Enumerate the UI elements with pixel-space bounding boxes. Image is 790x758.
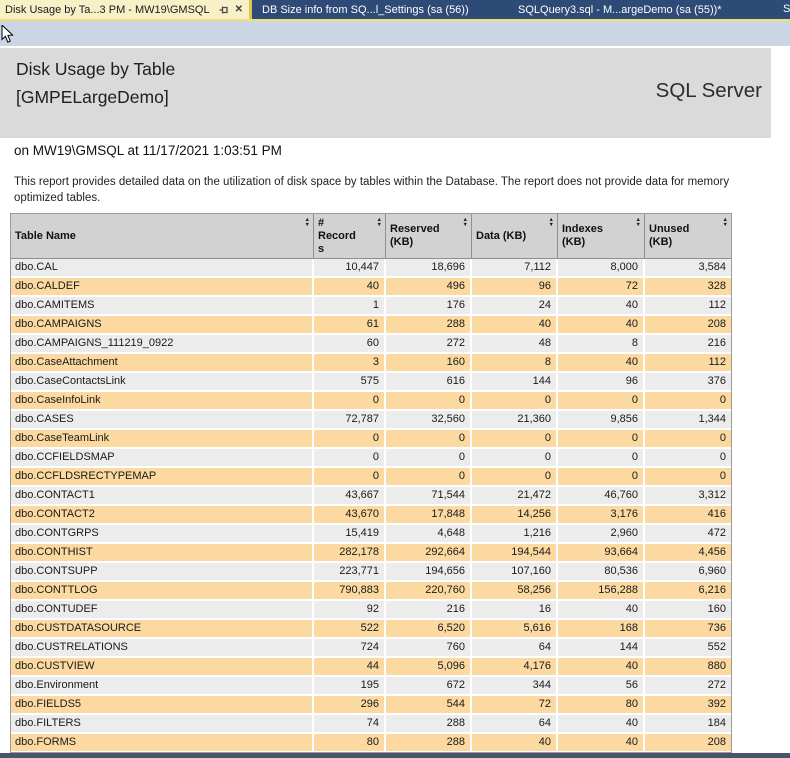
cell-value: 9,856 [558, 411, 645, 430]
cell-value: 392 [645, 696, 731, 715]
cell-value: 472 [645, 525, 731, 544]
cell-value: 58,256 [472, 582, 558, 601]
cell-value: 168 [558, 620, 645, 639]
cell-value: 194,544 [472, 544, 558, 563]
cell-value: 2,960 [558, 525, 645, 544]
cell-table-name: dbo.CAMPAIGNS_111219_0922 [11, 335, 314, 354]
table-row [11, 392, 731, 411]
table-row [11, 601, 731, 620]
disk-usage-table [10, 213, 732, 753]
cell-value: 724 [314, 639, 386, 658]
cell-value: 72,787 [314, 411, 386, 430]
cell-value: 376 [645, 373, 731, 392]
column-header-label: Data (KB) [476, 229, 527, 242]
cell-value: 0 [386, 468, 472, 487]
cell-value: 0 [558, 430, 645, 449]
cell-value: 112 [645, 297, 731, 316]
cell-value: 6,520 [386, 620, 472, 639]
cell-value: 672 [386, 677, 472, 696]
table-row [11, 715, 731, 734]
cell-value: 176 [386, 297, 472, 316]
table-row [11, 506, 731, 525]
cell-value: 0 [645, 430, 731, 449]
cell-value: 184 [645, 715, 731, 734]
cell-value: 6,216 [645, 582, 731, 601]
cell-table-name: dbo.CONTSUPP [11, 563, 314, 582]
cell-value: 736 [645, 620, 731, 639]
column-header-reserved-kb[interactable] [386, 214, 472, 258]
cell-table-name: dbo.FIELDS5 [11, 696, 314, 715]
cell-value: 40 [472, 734, 558, 753]
close-icon[interactable]: ✕ [234, 4, 243, 15]
cell-value: 72 [472, 696, 558, 715]
column-header-records[interactable] [314, 214, 386, 258]
cell-value: 0 [558, 449, 645, 468]
cell-value: 8 [558, 335, 645, 354]
sort-icon[interactable]: ▲ ▼ [635, 217, 641, 228]
report-description: This report provides detailed data on the utilization of disk space by tables within the Database. The report does not provide data for memory optimized tables. [14, 176, 730, 204]
cell-table-name: dbo.CaseInfoLink [11, 392, 314, 411]
cell-value: 0 [314, 468, 386, 487]
cell-value: 220,760 [386, 582, 472, 601]
cell-value: 0 [645, 392, 731, 411]
cell-value: 0 [472, 449, 558, 468]
column-header-data-kb[interactable] [472, 214, 558, 258]
cell-value: 0 [386, 392, 472, 411]
cell-table-name: dbo.CONTGRPS [11, 525, 314, 544]
cell-table-name: dbo.CCFLDSRECTYPEMAP [11, 468, 314, 487]
cell-value: 40 [558, 658, 645, 677]
cell-value: 296 [314, 696, 386, 715]
cell-value: 160 [386, 354, 472, 373]
cell-table-name: dbo.CONTHIST [11, 544, 314, 563]
cell-value: 522 [314, 620, 386, 639]
cell-table-name: dbo.CAMITEMS [11, 297, 314, 316]
table-row [11, 544, 731, 563]
bottom-window-edge [0, 753, 790, 758]
cell-value: 1 [314, 297, 386, 316]
cell-value: 0 [472, 468, 558, 487]
cell-value: 16 [472, 601, 558, 620]
cell-table-name: dbo.CAMPAIGNS [11, 316, 314, 335]
cell-value: 0 [314, 392, 386, 411]
cell-value: 40 [558, 715, 645, 734]
cell-value: 40 [558, 734, 645, 753]
table-row [11, 430, 731, 449]
cell-value: 6,960 [645, 563, 731, 582]
table-row [11, 316, 731, 335]
cell-value: 575 [314, 373, 386, 392]
cell-value: 7,112 [472, 259, 558, 278]
cell-value: 3 [314, 354, 386, 373]
cell-value: 0 [645, 449, 731, 468]
document-tab-bar [0, 0, 790, 19]
cell-value: 0 [558, 468, 645, 487]
cell-value: 790,883 [314, 582, 386, 601]
cell-value: 92 [314, 601, 386, 620]
table-row [11, 696, 731, 715]
cell-table-name: dbo.CUSTRELATIONS [11, 639, 314, 658]
cell-value: 0 [472, 392, 558, 411]
cell-value: 4,456 [645, 544, 731, 563]
cell-value: 160 [645, 601, 731, 620]
cell-value: 8 [472, 354, 558, 373]
cell-value: 107,160 [472, 563, 558, 582]
cell-table-name: dbo.CONTUDEF [11, 601, 314, 620]
cell-value: 64 [472, 639, 558, 658]
table-row [11, 563, 731, 582]
cell-table-name: dbo.CaseContactsLink [11, 373, 314, 392]
cell-table-name: dbo.CONTACT2 [11, 506, 314, 525]
sort-icon[interactable]: ▲ ▼ [304, 217, 310, 228]
table-row [11, 487, 731, 506]
column-header-indexes-kb[interactable] [558, 214, 645, 258]
cell-value: 74 [314, 715, 386, 734]
cell-value: 4,648 [386, 525, 472, 544]
cell-value: 1,216 [472, 525, 558, 544]
table-body [11, 259, 731, 753]
cell-value: 0 [314, 430, 386, 449]
tab-sqlquery3[interactable] [508, 0, 722, 19]
cell-value: 8,000 [558, 259, 645, 278]
table-row [11, 278, 731, 297]
cell-value: 93,664 [558, 544, 645, 563]
table-row [11, 373, 731, 392]
cell-value: 3,176 [558, 506, 645, 525]
server-timestamp-line: on MW19\GMSQL at 11/17/2021 1:03:51 PM [14, 143, 282, 158]
cell-value: 552 [645, 639, 731, 658]
column-header-label: Table Name [15, 229, 76, 242]
cell-table-name: dbo.CaseAttachment [11, 354, 314, 373]
cell-value: 5,096 [386, 658, 472, 677]
cell-value: 40 [558, 297, 645, 316]
cell-table-name: dbo.FORMS [11, 734, 314, 753]
cell-value: 344 [472, 677, 558, 696]
table-row [11, 259, 731, 278]
cell-value: 40 [558, 601, 645, 620]
cell-value: 64 [472, 715, 558, 734]
cell-value: 40 [558, 354, 645, 373]
column-header-label: Reserved (KB) [390, 223, 440, 248]
sort-icon[interactable]: ▲ ▼ [376, 217, 382, 228]
cell-value: 96 [558, 373, 645, 392]
cell-value: 43,670 [314, 506, 386, 525]
cell-value: 195 [314, 677, 386, 696]
cell-table-name: dbo.CALDEF [11, 278, 314, 297]
cell-value: 71,544 [386, 487, 472, 506]
cell-table-name: dbo.CASES [11, 411, 314, 430]
cell-value: 194,656 [386, 563, 472, 582]
cell-value: 144 [558, 639, 645, 658]
table-row [11, 354, 731, 373]
cell-value: 328 [645, 278, 731, 297]
column-header-label: Indexes (KB) [562, 223, 603, 248]
cell-table-name: dbo.CUSTVIEW [11, 658, 314, 677]
cell-value: 0 [314, 449, 386, 468]
cell-value: 0 [386, 449, 472, 468]
column-header-unused-kb[interactable] [645, 214, 731, 258]
cell-value: 48 [472, 335, 558, 354]
sort-icon[interactable]: ▲ ▼ [722, 217, 728, 228]
cell-table-name: dbo.CaseTeamLink [11, 430, 314, 449]
report-header-banner [0, 48, 771, 138]
table-row [11, 658, 731, 677]
report-title-line1: Disk Usage by Table [16, 59, 176, 79]
cell-value: 40 [558, 316, 645, 335]
cell-value: 40 [314, 278, 386, 297]
cell-value: 4,176 [472, 658, 558, 677]
cell-table-name: dbo.FILTERS [11, 715, 314, 734]
table-row [11, 677, 731, 696]
cell-table-name: dbo.CCFIELDSMAP [11, 449, 314, 468]
cell-value: 760 [386, 639, 472, 658]
cell-value: 112 [645, 354, 731, 373]
tab-label: SQLQuery3.sql - M...argeDemo (sa (55))* [518, 3, 722, 16]
cell-value: 208 [645, 316, 731, 335]
table-row [11, 525, 731, 544]
cell-value: 216 [386, 601, 472, 620]
cell-value: 288 [386, 715, 472, 734]
sort-icon[interactable]: ▲ ▼ [548, 217, 554, 228]
cell-value: 156,288 [558, 582, 645, 601]
cell-value: 80 [314, 734, 386, 753]
column-header-label: Unused (KB) [649, 223, 690, 248]
column-header-label: # Records [318, 216, 356, 255]
cell-value: 880 [645, 658, 731, 677]
cell-value: 96 [472, 278, 558, 297]
cell-value: 5,616 [472, 620, 558, 639]
tab-disk-usage-report[interactable] [0, 0, 252, 19]
cell-value: 60 [314, 335, 386, 354]
cell-value: 288 [386, 316, 472, 335]
cell-value: 496 [386, 278, 472, 297]
cell-value: 21,360 [472, 411, 558, 430]
cell-value: 292,664 [386, 544, 472, 563]
cell-value: 0 [472, 430, 558, 449]
cell-table-name: dbo.CAL [11, 259, 314, 278]
cell-value: 15,419 [314, 525, 386, 544]
cell-value: 223,771 [314, 563, 386, 582]
cell-table-name: dbo.Environment [11, 677, 314, 696]
table-row [11, 335, 731, 354]
cell-value: 0 [645, 468, 731, 487]
cell-value: 56 [558, 677, 645, 696]
table-row [11, 297, 731, 316]
table-row [11, 449, 731, 468]
cell-value: 24 [472, 297, 558, 316]
cell-table-name: dbo.CUSTDATASOURCE [11, 620, 314, 639]
cell-value: 216 [645, 335, 731, 354]
cell-value: 46,760 [558, 487, 645, 506]
cell-value: 61 [314, 316, 386, 335]
cell-value: 544 [386, 696, 472, 715]
sort-icon[interactable]: ▲ ▼ [462, 217, 468, 228]
cell-value: 43,667 [314, 487, 386, 506]
cell-value: 3,312 [645, 487, 731, 506]
report-title-line2: [GMPELargeDemo] [16, 87, 169, 107]
cell-value: 0 [386, 430, 472, 449]
cell-value: 72 [558, 278, 645, 297]
tab-label: Disk Usage by Ta...3 PM - MW19\GMSQL [5, 3, 210, 16]
tab-db-size-info[interactable] [252, 0, 508, 19]
tab-label: DB Size info from SQ...l_Settings (sa (56)) [262, 3, 469, 16]
cell-value: 288 [386, 734, 472, 753]
cell-value: 0 [558, 392, 645, 411]
cell-value: 32,560 [386, 411, 472, 430]
sql-server-brand: SQL Server [655, 79, 762, 102]
table-row [11, 639, 731, 658]
cell-value: 40 [472, 316, 558, 335]
cell-value: 14,256 [472, 506, 558, 525]
mouse-cursor-icon [1, 25, 14, 49]
cell-value: 1,344 [645, 411, 731, 430]
cell-value: 3,584 [645, 259, 731, 278]
tab-partial-clipped[interactable]: S [783, 3, 790, 15]
report-title [16, 55, 175, 111]
cell-value: 616 [386, 373, 472, 392]
cell-value: 21,472 [472, 487, 558, 506]
table-row [11, 411, 731, 430]
cell-table-name: dbo.CONTACT1 [11, 487, 314, 506]
cell-value: 18,696 [386, 259, 472, 278]
table-row [11, 620, 731, 639]
cell-value: 272 [645, 677, 731, 696]
table-row [11, 734, 731, 753]
cell-value: 80 [558, 696, 645, 715]
cell-value: 10,447 [314, 259, 386, 278]
table-row [11, 582, 731, 601]
cell-value: 17,848 [386, 506, 472, 525]
cell-value: 80,536 [558, 563, 645, 582]
cell-value: 208 [645, 734, 731, 753]
report-toolbar [0, 21, 790, 46]
cell-value: 44 [314, 658, 386, 677]
table-row [11, 468, 731, 487]
column-header-table-name[interactable] [11, 214, 314, 258]
pin-icon[interactable] [219, 5, 229, 15]
cell-value: 144 [472, 373, 558, 392]
table-header-row [11, 214, 731, 259]
cell-value: 416 [645, 506, 731, 525]
cell-table-name: dbo.CONTTLOG [11, 582, 314, 601]
cell-value: 272 [386, 335, 472, 354]
cell-value: 282,178 [314, 544, 386, 563]
